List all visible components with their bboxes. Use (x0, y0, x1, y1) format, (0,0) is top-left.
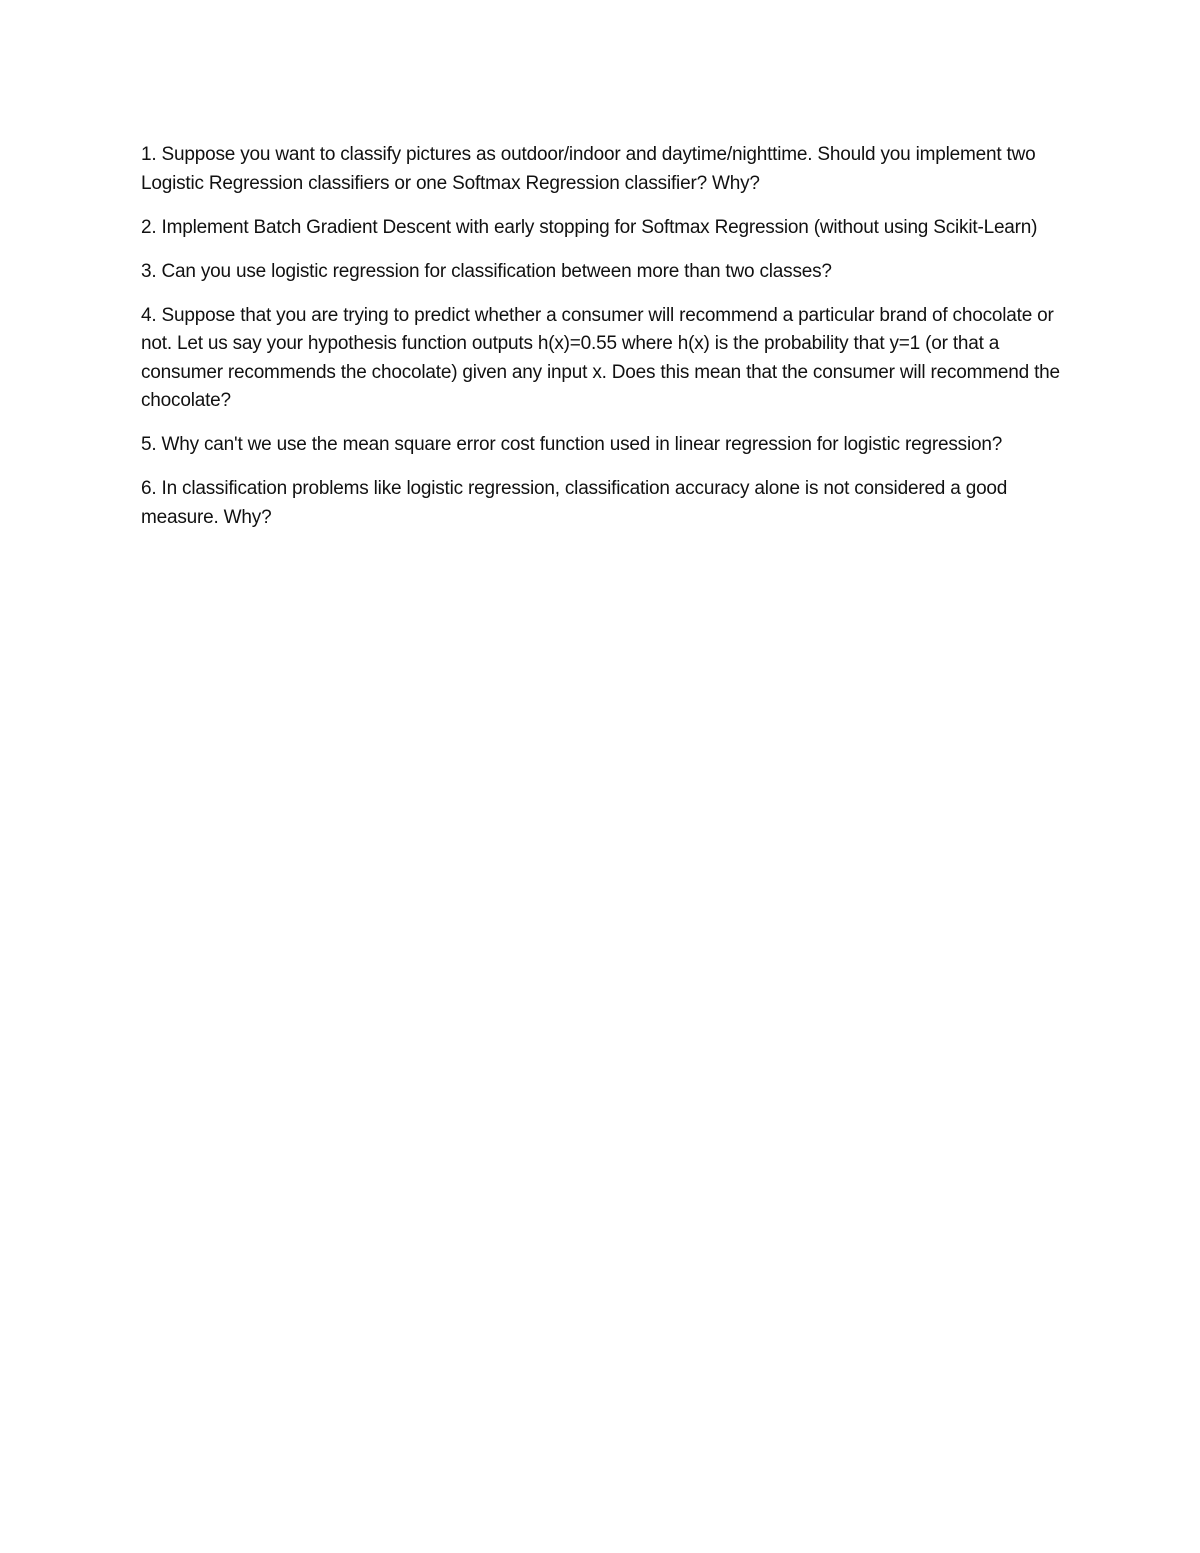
question-5: 5. Why can't we use the mean square error cost function used in linear regression for logistic regression? (141, 434, 1003, 455)
question-list (141, 141, 1071, 548)
question-6: 6. In classification problems like logistic regression, classification accuracy alone is not considered a good measure. Why? (141, 478, 1008, 528)
question-1: 1. Suppose you want to classify pictures as outdoor/indoor and daytime/nighttime. Should you implement two Logistic Regression classifiers or one Softmax Regression classifier? Why? (141, 144, 1036, 194)
question-4: 4. Suppose that you are trying to predict whether a consumer will recommend a particular brand of chocolate or not. Let us say your hypothesis function outputs h(x)=0.55 where h(x) is the probability that y=1 (or that a consumer recommends the chocolate) given any input x. Does this mean that the consumer will recommend the chocolate? (141, 304, 1060, 411)
question-2: 2. Implement Batch Gradient Descent with early stopping for Softmax Regression (without using Scikit-Learn) (141, 216, 1038, 238)
question-3: 3. Can you use logistic regression for classification between more than two classes? (141, 260, 832, 282)
